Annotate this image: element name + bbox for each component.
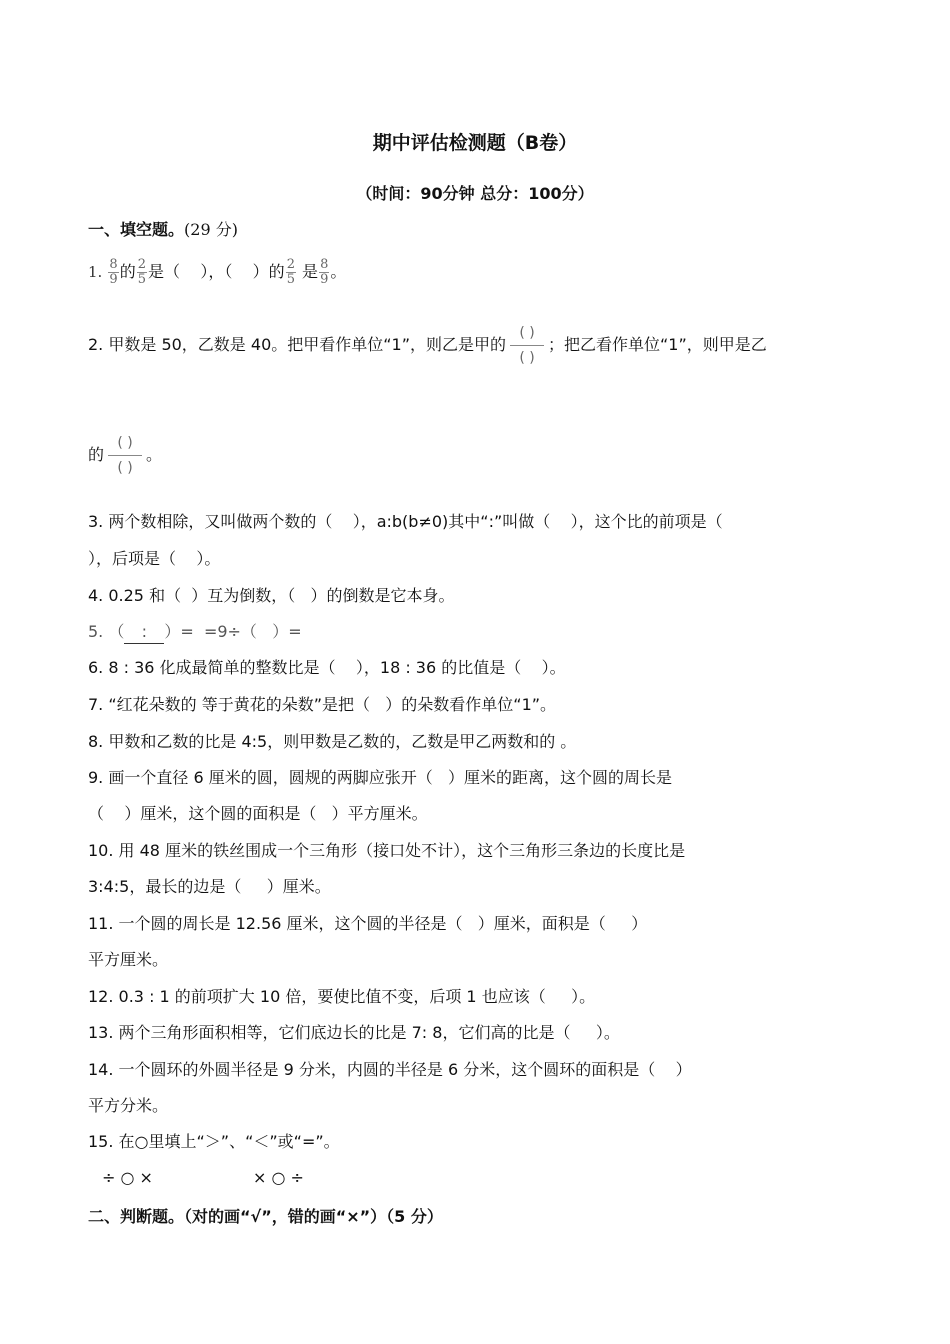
question-12: 12. 0.3 : 1 的前项扩大 10 倍，要使比值不变，后项 1 也应该（ ）。 bbox=[88, 987, 596, 1006]
question-3-line-1: 3. 两个数相除，又叫做两个数的（ ），a:b(b≠0)其中“:”叫做（ ），这个比的前项是（ bbox=[88, 512, 723, 531]
question-15-compare-a: ÷ ○ × bbox=[102, 1168, 153, 1187]
question-1: 1. $\frac{8}{9}$ 的 $\frac{2}{5}$ 是（ ），（ ）的 $\frac{2}{5}$ 是 $\frac{8}{9}$ 。 bbox=[88, 257, 347, 287]
question-10-line-2: 3:4:5，最长的边是（ ）厘米。 bbox=[88, 877, 331, 896]
question-14-line-2: 平方分米。 bbox=[88, 1096, 169, 1115]
question-6: 6. 8 : 36 化成最简单的整数比是（ ），18 : 36 的比值是（ ）。 bbox=[88, 658, 566, 677]
question-11-line-2: 平方厘米。 bbox=[88, 950, 169, 969]
section-label: 一、填空题。 bbox=[88, 220, 185, 239]
fraction: $\frac{2}{5}$ bbox=[137, 257, 146, 287]
section-fill-blank-heading bbox=[88, 217, 238, 240]
question-14-line-1: 14. 一个圆环的外圆半径是 9 分米，内圆的半径是 6 分米，这个圆环的面积是（ ） bbox=[88, 1060, 692, 1079]
question-7: 7. “红花朵数的 等于黄花的朵数”是把（ ）的朵数看作单位“1”。 bbox=[88, 695, 557, 714]
section-score: (29 分) bbox=[184, 220, 238, 239]
page-subtitle: （时间：90分钟 总分：100分） bbox=[356, 184, 594, 203]
question-15-line-1: 15. 在○里填上“＞”、“＜”或“=”。 bbox=[88, 1132, 340, 1151]
question-5: 5. （:）= =9÷（ ）= bbox=[88, 621, 302, 644]
question-9-line-2: （ ）厘米，这个圆的面积是（ ）平方厘米。 bbox=[88, 804, 428, 823]
blank-fraction[interactable]: ( ) ( ) bbox=[510, 324, 544, 367]
question-13: 13. 两个三角形面积相等，它们底边长的比是 7: 8，它们高的比是（ ）。 bbox=[88, 1023, 620, 1042]
question-10-line-1: 10. 用 48 厘米的铁丝围成一个三角形（接口处不计），这个三角形三条边的长度比是 bbox=[88, 841, 686, 860]
question-3-line-2: ），后项是（ ）。 bbox=[88, 549, 221, 568]
page-title: 期中评估检测题（B卷） bbox=[372, 132, 578, 154]
question-number: 1. bbox=[88, 263, 103, 281]
ratio-blank[interactable]: : bbox=[124, 621, 164, 644]
fraction: $\frac{8}{9}$ bbox=[320, 257, 329, 287]
blank-fraction[interactable]: ( ) ( ) bbox=[108, 434, 142, 477]
question-8: 8. 甲数和乙数的比是 4:5，则甲数是乙数的，乙数是甲乙两数和的 。 bbox=[88, 732, 577, 751]
fraction: $\frac{8}{9}$ bbox=[109, 257, 118, 287]
question-15-compare-b: × ○ ÷ bbox=[253, 1168, 304, 1187]
fraction: $\frac{2}{5}$ bbox=[286, 257, 295, 287]
question-11-line-1: 11. 一个圆的周长是 12.56 厘米，这个圆的半径是（ ）厘米，面积是（ ） bbox=[88, 914, 648, 933]
question-2-line-1: 2. 甲数是 50，乙数是 40。把甲看作单位“1”，则乙是甲的 ( ) ( ) ；把乙看作单位“1”，则甲是乙 bbox=[88, 325, 767, 366]
question-4: 4. 0.25 和（ ）互为倒数，（ ）的倒数是它本身。 bbox=[88, 586, 455, 605]
question-9-line-1: 9. 画一个直径 6 厘米的圆，圆规的两脚应张开（ ）厘米的距离，这个圆的周长是 bbox=[88, 768, 672, 787]
section-true-false-heading: 二、判断题。（对的画“√”，错的画“×”）（5 分） bbox=[88, 1207, 443, 1226]
question-2-line-2: 的 ( ) ( ) 。 bbox=[88, 435, 163, 476]
